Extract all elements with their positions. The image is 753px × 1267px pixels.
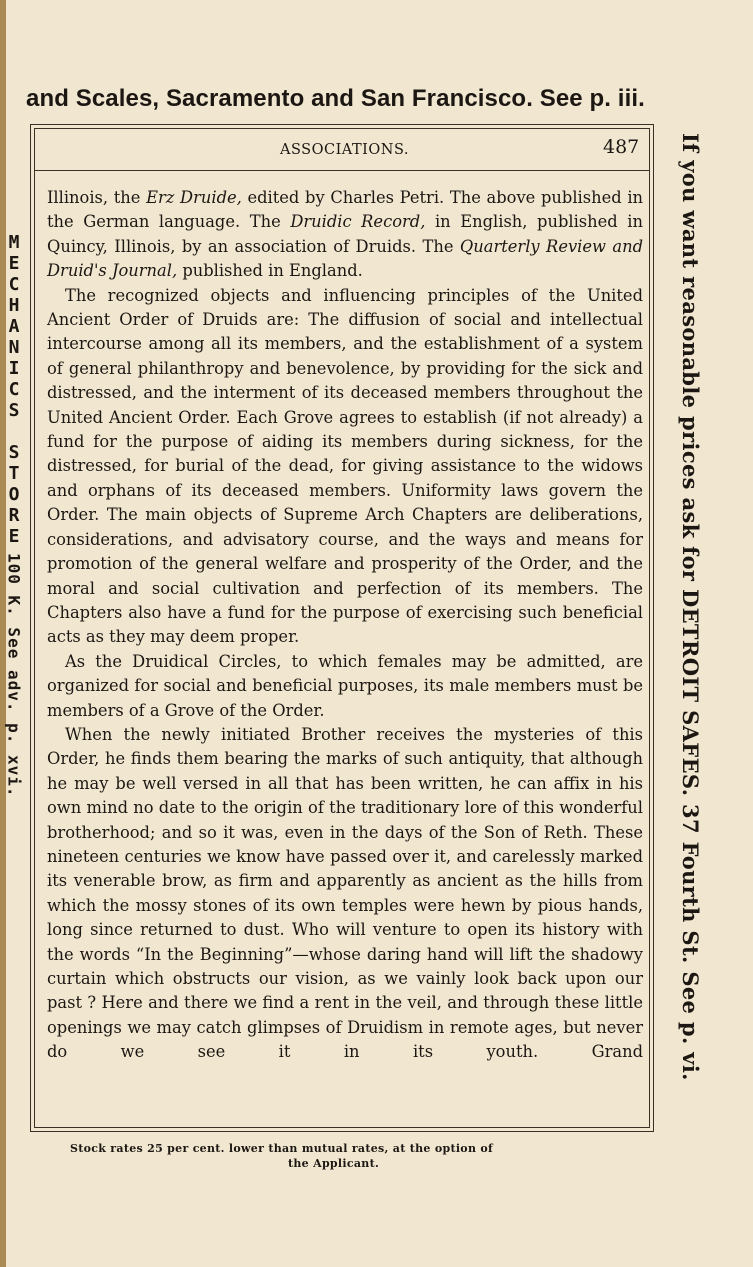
footer-note	[70, 1141, 630, 1171]
paragraph: When the newly initiated Brother receives the mysteries of this Order, he finds them bearing the marks of such antiquity, that although he may be well versed in all that has been written, he can affix in his own mind no date to the origin of the traditionary lore of this wonderful brotherhood; and so it was, even in the days of the Son of Reth. These nineteen centuries we know have passed over it, and carelessly marked its venerable brow, as firm and apparently as ancient as the hills from which the mossy stones of its own temples were hewn by pious hands, long since returned to dust. Who will venture to open its history with the words “In the Beginning”—whose daring hand will lift the shadowy curtain which obstructs our vision, as we vainly look back upon our past ? Here and there we find a rent in the veil, and through these little openings we may catch glimpses of Druidism in remote ages, but never do we see it in its youth. Grand	[47, 724, 643, 1062]
footer-line: the Applicant.	[288, 1157, 380, 1170]
left-ad-letter: S	[8, 442, 20, 463]
body-text	[47, 186, 643, 1065]
left-ad-letter	[3, 421, 25, 442]
left-ad-rotated-block	[3, 553, 25, 913]
left-ad-letter: R	[8, 505, 20, 526]
running-head: ASSOCIATIONS.	[280, 142, 409, 158]
left-ad-letter: E	[8, 526, 20, 547]
left-ad-letter: H	[8, 295, 20, 316]
paragraph: The recognized objects and influencing principles of the United Ancient Order of Druids are: The diffusion of social and intellectual intercourse among all its members, and the establishment of a system of general philanthropy and benevolence, by providing for the sick and distressed, and the interment of its deceased members throughout the United Ancient Order. Each Grove agrees to establish (if not already) a fund for the purpose of aiding its members during sickness, for the distressed, for burial of the dead, for giving assistance to the widows and orphans of its deceased members. Uniformity laws govern the Order. The main objects of Supreme Arch Chapters are deliberations, considerations, and advisatory course, and the ways and means for promotion of the general welfare and prosperity of the Order, and the moral and social cultivation and perfection of its members. The Chapters also have a fund for the purpose of exercising such beneficial acts as they may deem proper.	[47, 285, 643, 647]
left-ad-letter: E	[8, 253, 20, 274]
left-advertisement	[3, 232, 25, 1032]
left-ad-letter: I	[8, 358, 20, 379]
left-ad-word	[3, 232, 25, 547]
left-ad-letter: O	[8, 484, 20, 505]
left-ad-letter: N	[8, 337, 20, 358]
page-number: 487	[603, 136, 640, 158]
left-ad-rotated-text: 100 K. See adv. p. xvi.	[4, 553, 24, 798]
italic-title: Erz Druide,	[146, 188, 242, 207]
text-run: published in England.	[177, 261, 363, 281]
left-ad-letter: S	[8, 400, 20, 421]
italic-title: Quarterly Review and Druid's Journal,	[47, 236, 643, 281]
right-ad-text: If you want reasonable prices ask for DETROIT SAFES. 37 Fourth St. See p. vi.	[678, 133, 703, 1081]
left-ad-letter: A	[8, 316, 20, 337]
text-run: in English, published in Quincy, Illinois, by an association of Druids. The	[47, 212, 643, 256]
right-advertisement	[672, 133, 702, 1123]
head-rule	[34, 170, 650, 171]
text-run: edited by Charles Petri. The above published in the German language. The	[47, 188, 644, 232]
footer-line: Stock rates 25 per cent. lower than mutual rates, at the option of	[70, 1142, 494, 1155]
left-ad-letter: T	[8, 463, 20, 484]
top-advertisement: and Scales, Sacramento and San Francisco. See p. iii.	[26, 85, 645, 112]
paragraph	[47, 186, 643, 284]
italic-title: Druidic Record,	[290, 212, 426, 232]
left-ad-letter: C	[8, 274, 20, 295]
paragraph: As the Druidical Circles, to which females may be admitted, are organized for social and beneficial purposes, its male members must be members of a Grove of the Order.	[47, 651, 643, 720]
left-ad-letter: C	[8, 379, 20, 400]
left-ad-letter: M	[8, 232, 20, 253]
text-run: Illinois, the	[47, 188, 147, 207]
